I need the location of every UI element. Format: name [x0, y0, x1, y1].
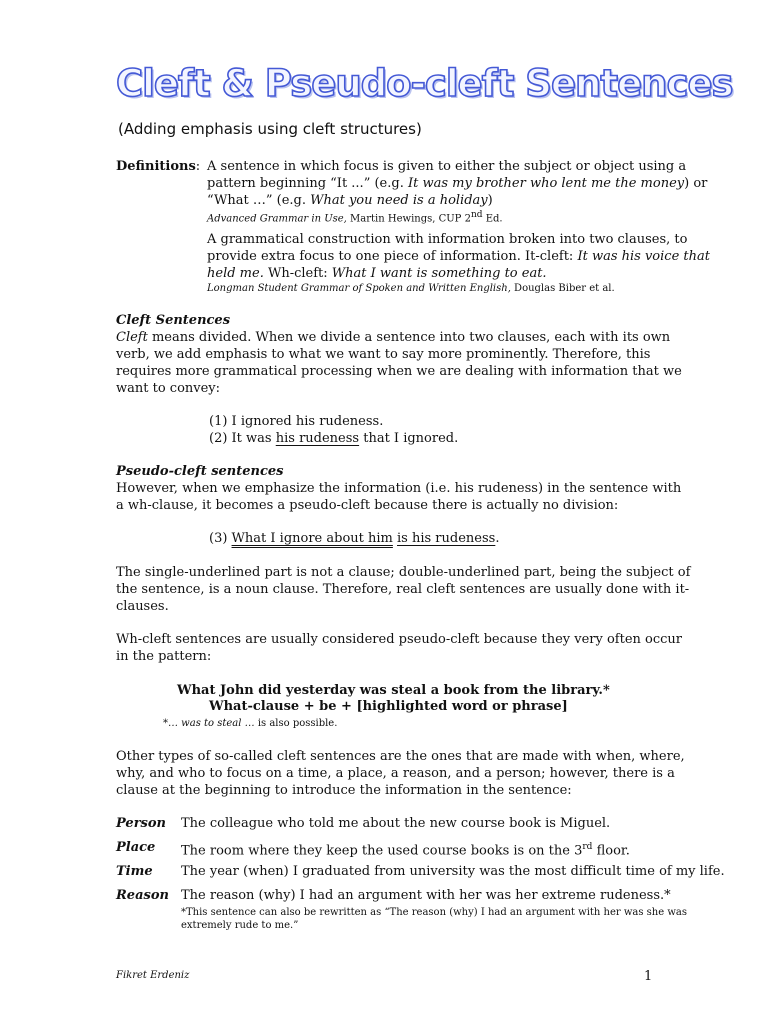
page-subtitle: (Adding emphasis using cleft structures) [118, 120, 422, 138]
explanation-paragraph: The single-underlined part is not a clause; double-underlined part, being the subject of the sentence, is a noun clause. Therefore, real cleft sentences are usually done with it- clauses. [116, 565, 691, 614]
cleft-heading: Cleft Sentences [116, 313, 231, 328]
other-types-paragraph: Other types of so-called cleft sentences are the ones that are made with when, where, why, and who to focus on a time, a place, a reason, and a person; however, there is a clause at the beginning to introduce the information in the sentence: [116, 749, 685, 798]
cleft-section: Cleft Sentences Cleft means divided. When we divide a sentence into two clauses, each with its own verb, we add emphasis to what we want to say more prominently. Therefore, this requires more grammatical processing when we are dealing with information that we want to convey: [116, 313, 682, 396]
type-label-person: Person [116, 816, 166, 831]
reason-note: *This sentence can also be rewritten as “The reason (why) I had an argument with her was she was extremely rude to me.” [181, 907, 688, 931]
wh-cleft-paragraph: Wh-cleft sentences are usually considered pseudo-cleft because they very often occur in the pattern: [116, 632, 683, 664]
definition-1-source: Advanced Grammar in Use, Martin Hewings, CUP 2nd Ed. [207, 210, 503, 225]
definition-2-source: Longman Student Grammar of Spoken and Written English, Douglas Biber et al. [207, 283, 615, 294]
type-text-reason: The reason (why) I had an argument with her was her extreme rudeness.* [181, 888, 671, 903]
definition-1: A sentence in which focus is given to either the subject or object using a pattern beginning “It ...” (e.g. It was my brother who lent me the money) or “What …” (e.g. What you need is a holiday) Advanced Grammar in Use, Martin Hewings, CUP 2nd Ed. [207, 159, 708, 225]
page-title: Cleft & Pseudo-cleft Sentences [116, 62, 733, 105]
type-text-time: The year (when) I graduated from university was the most difficult time of my life. [181, 864, 725, 879]
example-pattern: What-clause + be + [highlighted word or phrase] [209, 699, 568, 714]
definition-2: A grammatical construction with information broken into two clauses, to provide extra focus to one piece of information. It-cleft: It was his voice that held me. Wh-cleft: What I want is something to eat. Longman Student Grammar of Spoken and Written English, Douglas Biber et al. [207, 232, 710, 294]
pseudo-heading: Pseudo-cleft sentences [116, 464, 284, 479]
type-label-reason: Reason [116, 888, 169, 903]
type-label-time: Time [116, 864, 153, 879]
example-sentence: What John did yesterday was steal a book from the library.* [177, 683, 610, 698]
cleft-examples: (1) I ignored his rudeness. (2) It was his rudeness that I ignored. [209, 414, 459, 446]
pseudo-section: Pseudo-cleft sentences However, when we emphasize the information (i.e. his rudeness) in the sentence with a wh-clause, it becomes a pseudo-cleft because there is actually no division: [116, 464, 682, 513]
type-text-place: The room where they keep the used course books is on the 3rd floor. [181, 842, 630, 859]
footer-author: Fikret Erdeniz [116, 970, 190, 981]
definitions-label: Definitions: [116, 159, 201, 174]
example-note: *… was to steal … is also possible. [163, 718, 338, 729]
type-text-person: The colleague who told me about the new course book is Miguel. [181, 816, 611, 831]
page-number: 1 [644, 969, 653, 984]
type-label-place: Place [116, 840, 156, 855]
pseudo-example: (3) What I ignore about him is his rudeness. [209, 531, 500, 546]
